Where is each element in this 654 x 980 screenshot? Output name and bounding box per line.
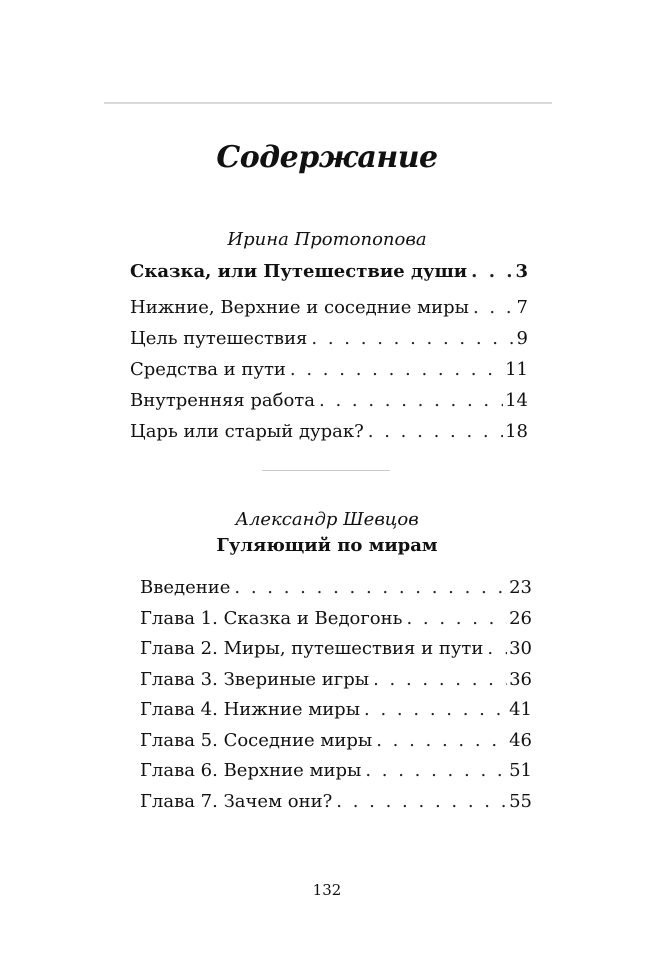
toc-entry[interactable]: [130, 390, 528, 421]
toc-entry[interactable]: [140, 608, 532, 639]
toc-leader-dots: [290, 359, 503, 380]
toc-entry-label: Средства и пути: [130, 359, 286, 380]
toc-entry-page: 55: [509, 790, 532, 812]
toc-entry-label: Цель путешествия: [130, 328, 308, 349]
toc-leader-dots: [471, 261, 513, 282]
toc-leader-dots: [234, 577, 507, 598]
toc-entry-page: 9: [516, 328, 528, 349]
toc-entry-page: 41: [509, 699, 532, 720]
toc-entry-page: 36: [509, 668, 532, 690]
toc-entry-label: Глава 6. Верхние миры: [140, 760, 362, 781]
toc-entry[interactable]: [140, 577, 532, 608]
toc-entry[interactable]: [130, 421, 528, 452]
toc-entry[interactable]: [140, 699, 532, 730]
toc-entry-label: Внутренняя работа: [130, 390, 315, 411]
toc-leader-dots: [311, 328, 514, 349]
toc-entry-page: 46: [509, 729, 532, 751]
toc-entry-page: 23: [509, 577, 532, 598]
toc-leader-dots: [373, 669, 507, 690]
part2-author: Александр Шевцов: [235, 509, 419, 530]
toc-entry[interactable]: [130, 261, 528, 292]
toc-leader-dots: [406, 608, 507, 629]
toc-leader-dots: [336, 791, 507, 812]
toc-entry-page: 3: [515, 261, 528, 282]
toc-leader-dots: [376, 730, 507, 751]
toc-entry-page: 30: [509, 638, 532, 659]
toc-entry[interactable]: [130, 328, 528, 359]
toc-entry[interactable]: [140, 760, 532, 791]
toc-entry-label: Глава 5. Соседние миры: [140, 729, 373, 751]
toc-leader-dots: [487, 638, 507, 659]
toc-leader-dots: [368, 421, 503, 442]
toc-entry-label: Глава 2. Миры, путешествия и пути: [140, 638, 484, 659]
toc-entry-page: 18: [505, 421, 528, 442]
section-divider: [262, 470, 390, 471]
toc-entry-page: 14: [505, 390, 528, 411]
toc-entry-page: 26: [509, 607, 532, 629]
page-title: Содержание: [216, 140, 438, 175]
toc-entry-label: Глава 1. Сказка и Ведогонь: [140, 607, 403, 629]
toc-entry-label: Введение: [140, 577, 231, 598]
part1-author: Ирина Протопопова: [227, 229, 427, 250]
toc-entry-page: 51: [509, 760, 532, 781]
toc-entry-label: Глава 4. Нижние миры: [140, 699, 361, 720]
toc-entry-label: Глава 3. Звериные игры: [140, 668, 370, 690]
toc-entry-label: Царь или старый дурак?: [130, 421, 364, 442]
toc-leader-dots: [365, 760, 507, 781]
toc-leader-dots: [364, 699, 507, 720]
toc-entry[interactable]: [130, 359, 528, 390]
toc-entry[interactable]: [140, 730, 532, 761]
toc-entry-label: Сказка, или Путешествие души: [130, 261, 468, 282]
toc-leader-dots: [473, 297, 515, 318]
top-divider: [104, 102, 552, 104]
part2-toc: [140, 577, 532, 821]
toc-entry-label: Глава 7. Зачем они?: [140, 790, 333, 812]
toc-entry-label: Нижние, Верхние и соседние миры: [130, 297, 469, 318]
part2-title: Гуляющий по мирам: [216, 535, 438, 556]
toc-entry[interactable]: [140, 791, 532, 822]
toc-entry-page: 7: [516, 297, 528, 318]
part1-toc: [130, 261, 528, 452]
toc-entry-page: 11: [505, 359, 528, 380]
page-number: 132: [312, 881, 342, 899]
toc-leader-dots: [319, 390, 503, 411]
toc-entry[interactable]: [140, 669, 532, 700]
toc-entry[interactable]: [140, 638, 532, 669]
toc-entry[interactable]: [130, 297, 528, 328]
